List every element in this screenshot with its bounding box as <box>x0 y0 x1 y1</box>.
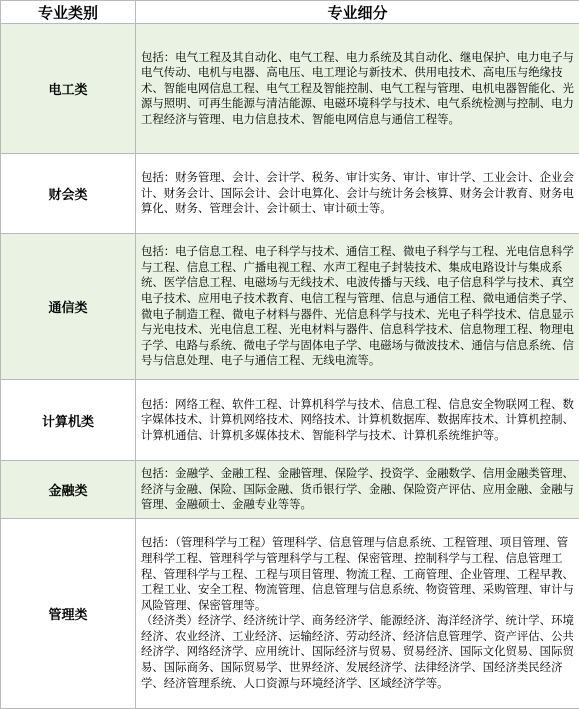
category-cell: 管理类 <box>1 518 136 708</box>
details-cell <box>136 154 579 234</box>
details-text: 包括：（管理科学与工程）管理科学、信息管理与信息系统、工程管理、项目管理、管理科学工程、管理科学与管理科学与工程、保密管理、控制科学与工程、信息管理工程、管理科学与工程、工程与项目管理、物流工程、工商管理、企业管理、工程早教、工程工业、安全工程、物流管理、信息管理与信息系统、物资管理、采购管理、审计与风险管理、保密管理等。 <box>141 535 575 613</box>
table-row <box>1 154 579 234</box>
table-row <box>1 24 579 154</box>
details-cell <box>136 461 579 519</box>
category-cell: 通信类 <box>1 234 136 380</box>
details-cell <box>136 234 579 380</box>
category-cell: 电工类 <box>1 24 136 154</box>
header-category: 专业类别 <box>1 1 136 24</box>
details-text: 包括：电子信息工程、电子科学与技术、通信工程、微电子科学与工程、光电信息科学与工程、信息工程、广播电视工程、水声工程电子封装技术、集成电路设计与集成系统、医学信息工程、电磁场与无线技术、电波传播与天线、电子信息科学与技术、真空电子技术、应用电子技术教育、电信工程与管理、信息与通信工程、微电通信类子学、微电子制造工程、微电子材料与器件、光信息科学与技术、光电子科学技术、信息显示与光电技术、光电信息工程、光电材料与器件、信息科学技术、信息物理工程、物理电子学、电路与系统、微电子学与固体电子学、电磁场与微波技术、通信与信息系统、信号与信息处理、电子与通信工程、无线电流等。 <box>141 244 575 369</box>
table-header-row <box>1 1 579 24</box>
category-cell: 计算机类 <box>1 380 136 461</box>
table-row <box>1 461 579 519</box>
details-text: 包括：财务管理、会计、会计学、税务、审计实务、审计、审计学、工业会计、企业会计、财务会计、国际会计、会计电算化、会计与统计务会核算、财务会计教育、财务电算化、财务、管理会计、会计硕士、审计硕士等。 <box>141 170 575 217</box>
category-cell: 财会类 <box>1 154 136 234</box>
details-cell <box>136 518 579 708</box>
category-cell: 金融类 <box>1 461 136 519</box>
details-cell <box>136 380 579 461</box>
details-cell <box>136 24 579 154</box>
details-text: 包括：电气工程及其自动化、电气工程、电力系统及其自动化、继电保护、电力电子与电气传动、电机与电器、高电压、电工理论与新技术、供用电技术、高电压与绝缘技术、智能电网信息工程、电气工程及智能控制、电气工程与管理、电机电器智能化、光源与照明、可再生能源与清洁能源、电磁环境科学与技术、电气系统检测与控制、电力工程经济与管理、电力信息技术、智能电网信息与通信工程等。 <box>141 50 575 128</box>
details-text: 包括：金融学、金融工程、金融管理、保险学、投资学、金融数学、信用金融类管理、经济与金融、保险、国际金融、货币银行学、金融、保险资产评估、应用金融、金融与管理、金融硕士、金融专业等等。 <box>141 466 575 513</box>
table-row <box>1 380 579 461</box>
table-row <box>1 518 579 708</box>
details-text: （经济类）经济学、经济统计学、商务经济学、能源经济、海洋经济学、统计学、环境经济、农业经济、工业经济、运输经济、劳动经济、经济信息管理学、资产评估、公共经济学、网络经济学、应用统计、国际经济与贸易、贸易经济、国际文化贸易、国际贸易、国际商务、国际贸易学、世界经济、发展经济学、法律经济学、国经济类民经济学、经济管理系统、人口资源与环境经济学、区域经济学等。 <box>141 613 575 691</box>
header-details: 专业细分 <box>136 1 579 24</box>
details-text: 包括：网络工程、软件工程、计算机科学与技术、信息工程、信息安全物联网工程、数字媒体技术、计算机网络技术、网络技术、计算机数据库、数据库技术、计算机控制、计算机通信、计算机多媒体技术、智能科学与技术、计算机系统维护等。 <box>141 397 575 444</box>
table-row <box>1 234 579 380</box>
